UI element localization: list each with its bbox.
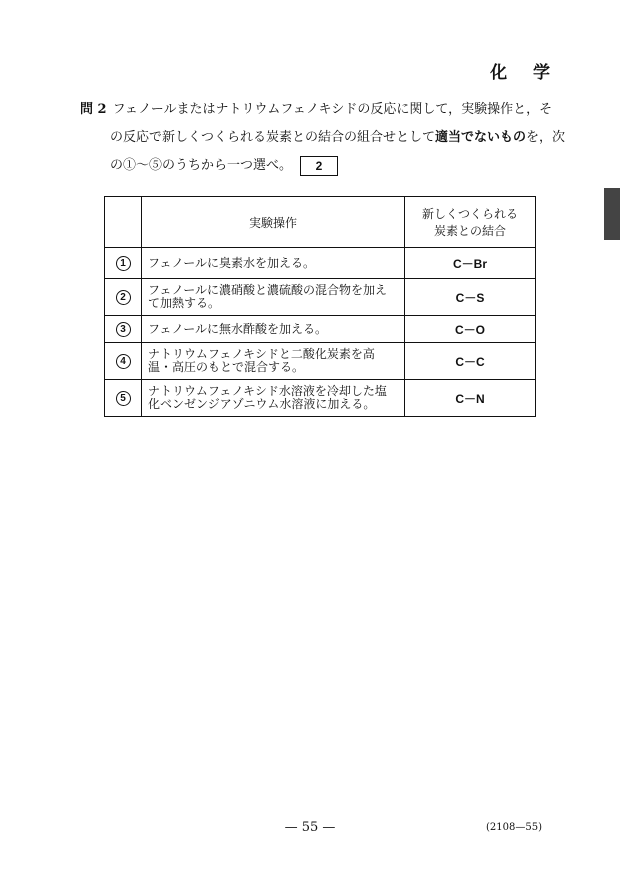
question-line-1: [80, 96, 553, 124]
table-row: [105, 316, 536, 343]
operation-cell: [142, 343, 405, 380]
operation-line2: て加熱する。: [148, 296, 221, 310]
circled-number: 4: [116, 354, 131, 369]
header-blank-cell: [105, 197, 142, 248]
operation-line1: ナトリウムフェノキシド水溶液を冷却した塩: [148, 384, 387, 398]
page-number: — 55 —: [284, 820, 336, 835]
row-number: [105, 248, 142, 279]
operation-line2: 温・高圧のもとで混合する。: [148, 360, 305, 374]
header-bond: [405, 197, 536, 248]
operation-line1: フェノールに臭素水を加える。: [148, 255, 316, 270]
bond-cell: C－Br: [405, 248, 536, 279]
exam-code: (2108—55): [486, 822, 542, 833]
header-bond-line2: 炭素との結合: [433, 224, 506, 238]
operation-line1: ナトリウムフェノキシドと二酸化炭素を高: [148, 347, 375, 361]
bond-cell: C－O: [405, 316, 536, 343]
table-row: [105, 248, 536, 279]
question-line-3: [80, 152, 550, 180]
circled-number: 5: [116, 391, 131, 406]
table-row: [105, 343, 536, 380]
question-text-1: フェノールまたはナトリウムフェノキシドの反応に関して，実験操作と，そ: [112, 102, 553, 117]
table-row: [105, 380, 536, 417]
answer-box: 2: [300, 156, 338, 176]
question-block: [80, 96, 566, 180]
row-number: [105, 380, 142, 417]
question-label: 問 2: [80, 102, 107, 117]
question-text-2a: の反応で新しくつくられる炭素との結合の組合せとして: [110, 130, 436, 145]
operation-line1: フェノールに濃硝酸と濃硫酸の混合物を加え: [148, 283, 388, 297]
bond-cell: C－N: [405, 380, 536, 417]
circled-number: 1: [116, 256, 131, 271]
row-number: [105, 316, 142, 343]
bond-cell: C－C: [405, 343, 536, 380]
question-line-2: [80, 124, 566, 152]
table-header-row: [105, 197, 536, 248]
circled-number: 2: [116, 290, 131, 305]
operation-line1: フェノールに無水酢酸を加える。: [148, 321, 328, 336]
operation-cell: [142, 316, 405, 343]
operation-cell: [142, 279, 405, 316]
question-emphasis: 適当でないもの: [435, 130, 527, 145]
row-number: [105, 279, 142, 316]
circled-number: 3: [116, 322, 131, 337]
operation-cell: [142, 248, 405, 279]
header-operation: 実験操作: [142, 197, 405, 248]
header-bond-line1: 新しくつくられる: [421, 207, 518, 221]
operation-cell: [142, 380, 405, 417]
subject-title: 化 学: [490, 63, 560, 83]
table-row: [105, 279, 536, 316]
side-index-tab: [604, 188, 620, 240]
operation-line2: 化ベンゼンジアゾニウム水溶液に加える。: [148, 397, 376, 411]
row-number: [105, 343, 142, 380]
bond-cell: C－S: [405, 279, 536, 316]
question-text-2c: を，次: [526, 130, 566, 145]
question-text-3: の①～⑤のうちから一つ選べ。: [110, 158, 293, 173]
operations-table: [104, 196, 536, 417]
